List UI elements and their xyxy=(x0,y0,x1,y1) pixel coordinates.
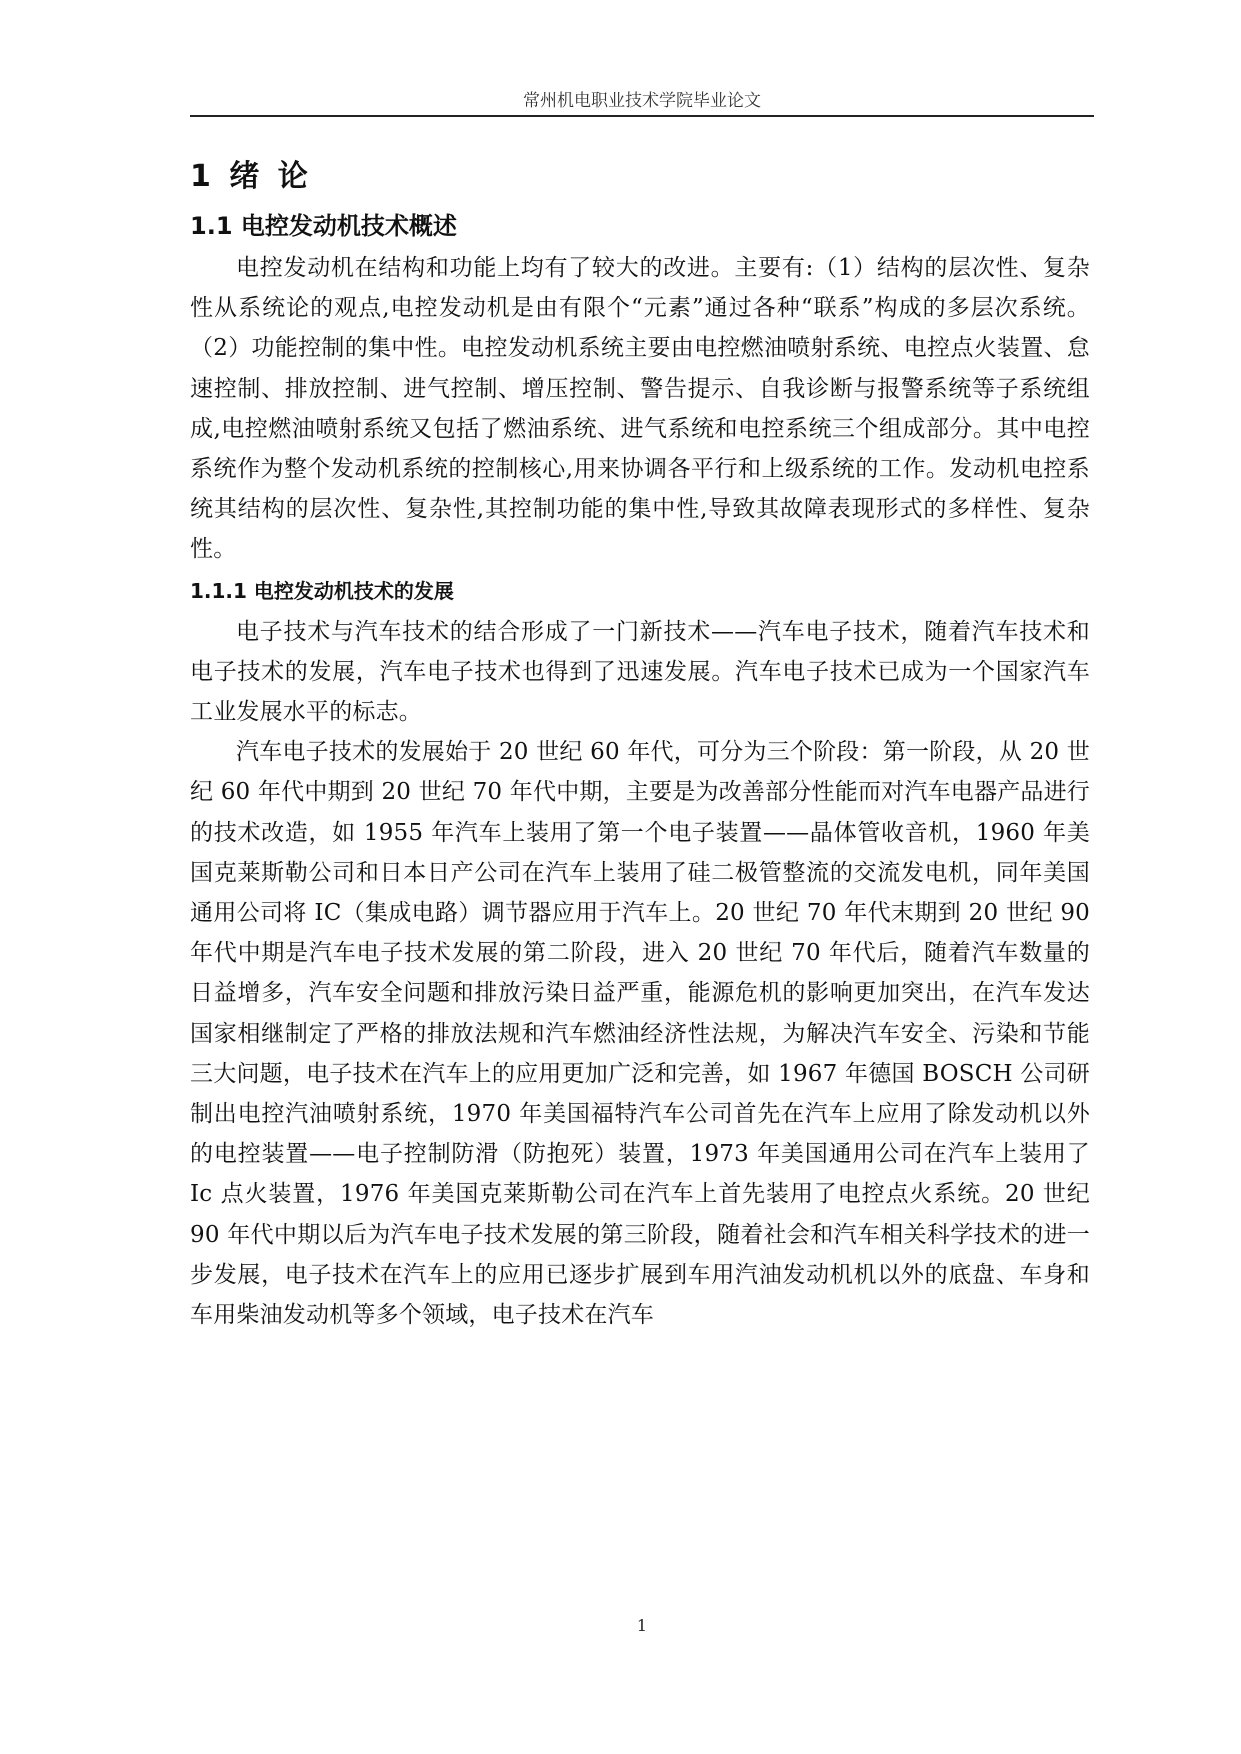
section-paragraph: 电控发动机在结构和功能上均有了较大的改进。主要有:（1）结构的层次性、复杂性从系统论的观点,电控发动机是由有限个“元素”通过各种“联系”构成的多层次系统。（2）功能控制的集中性。电控发动机系统主要由电控燃油喷射系统、电控点火装置、怠速控制、排放控制、进气控制、增压控制、警告提示、自我诊断与报警系统等子系统组成,电控燃油喷射系统又包括了燃油系统、进气系统和电控系统三个组成部分。其中电控系统作为整个发动机系统的控制核心,用来协调各平行和上级系统的工作。发动机电控系统其结构的层次性、复杂性,其控制功能的集中性,导致其故障表现形式的多样性、复杂性。 xyxy=(190,255,1090,563)
section-title: 1.1 电控发动机技术概述 xyxy=(190,212,457,240)
header-divider xyxy=(190,115,1094,117)
subsection-paragraph-1: 电子技术与汽车技术的结合形成了一门新技术——汽车电子技术，随着汽车技术和电子技术的发展，汽车电子技术也得到了迅速发展。汽车电子技术已成为一个国家汽车工业发展水平的标志。 xyxy=(190,618,1090,726)
page-body xyxy=(190,152,1090,1335)
page-number: 1 xyxy=(636,1616,648,1635)
subsection-title: 1.1.1 电控发动机技术的发展 xyxy=(190,578,454,603)
running-header: 常州机电职业技术学院毕业论文 xyxy=(523,91,761,111)
subsection-paragraph-2: 汽车电子技术的发展始于 20 世纪 60 年代，可分为三个阶段：第一阶段，从 20 世纪 60 年代中期到 20 世纪 70 年代中期，主要是为改善部分性能而对汽车电器产品进行的技术改造，如 1955 年汽车上装用了第一个电子装置——晶体管收音机，1960 年美国克莱斯勒公司和日本日产公司在汽车上装用了硅二极管整流的交流发电机，同年美国通用公司将 IC（集成电路）调节器应用于汽车上。20 世纪 70 年代末期到 20 世纪 90 年代中期是汽车电子技术发展的第二阶段，进入 20 世纪 70 年代后，随着汽车数量的日益增多，汽车安全问题和排放污染日益严重，能源危机的影响更加突出，在汽车发达国家相继制定了严格的排放法规和汽车燃油经济性法规，为解决汽车安全、污染和节能三大问题，电子技术在汽车上的应用更加广泛和完善，如 1967 年德国 BOSCH 公司研制出电控汽油喷射系统，1970 年美国福特汽车公司首先在汽车上应用了除发动机以外的电控装置——电子控制防滑（防抱死）装置，1973 年美国通用公司在汽车上装用了 Ic 点火装置，1976 年美国克莱斯勒公司在汽车上首先装用了电控点火系统。20 世纪 90 年代中期以后为汽车电子技术发展的第三阶段，随着社会和汽车相关科学技术的进一步发展，电子技术在汽车上的应用已逐步扩展到车用汽油发动机机以外的底盘、车身和车用柴油发动机等多个领域，电子技术在汽车 xyxy=(190,739,1090,1329)
chapter-title: 1 绪 论 xyxy=(190,159,312,194)
